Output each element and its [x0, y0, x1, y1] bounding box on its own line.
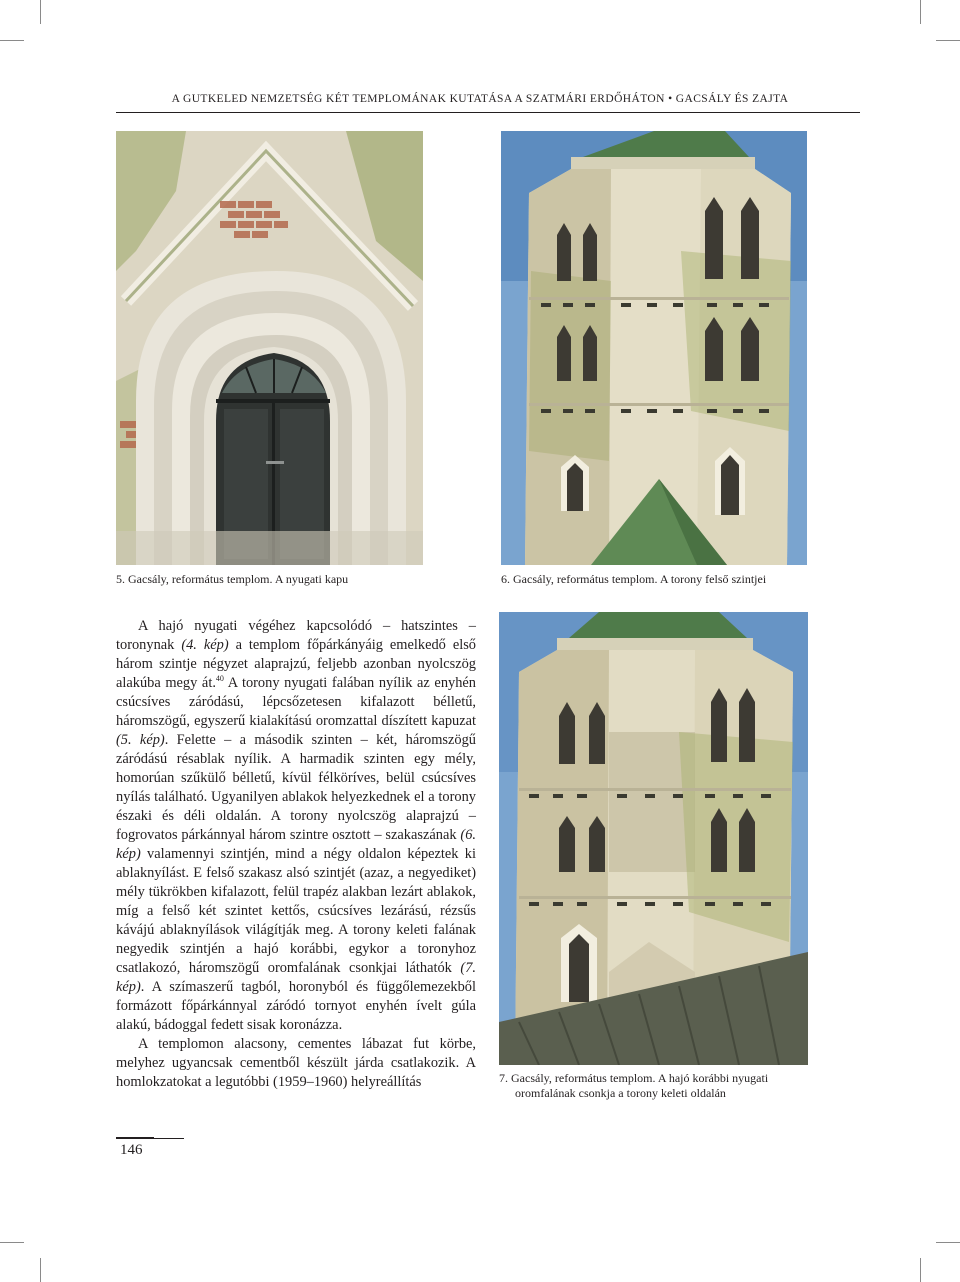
paragraph-2: A templomon alacsony, cementes lábazat fut körbe, melyhez ugyancsak cementből készült járda csatlakozik. A homlokzatokat a legutóbbi (1959–1960) helyreállítás [116, 1036, 476, 1090]
page-number: 146 [120, 1142, 143, 1158]
crop-mark-bottom-right-h [936, 1242, 960, 1243]
figure-reference: (5. kép) [116, 732, 165, 748]
crop-mark-bottom-left [40, 1258, 41, 1282]
figure-7-caption-line-1: 7. Gacsály, református templom. A hajó korábbi nyugati [499, 1071, 769, 1085]
text-run: . A szímaszerű tagból, horonyból és függőlemezekből formázott főpárkánnyal záródó tornyot enyhén ívelt gúla alakú, bádoggal fedett sisak koronázza. [116, 979, 476, 1033]
body-text [116, 617, 476, 1092]
folio-rule-bold [116, 1137, 154, 1139]
figure-6-caption: 6. Gacsály, református templom. A torony felső szintjei [501, 572, 767, 586]
header-rule [116, 112, 860, 113]
crop-mark-top-right [920, 0, 921, 24]
crop-mark-bottom-right [920, 1258, 921, 1282]
figure-5-caption: 5. Gacsály, református templom. A nyugati kapu [116, 572, 349, 586]
paragraph-1 [116, 617, 476, 1035]
text-run: valamennyi szintjén, mind a négy oldalon képeztek ki ablaknyílást. E felső szakasz alsó szintjét (azaz, a negyediket) mély tükrökben kifalazott, felül trapéz alakban lezárt ablakok, míg a felső két szintet kettős, csúcsíves lezárású, rézsűs kávájú ablaknyílások világítják meg. A torony keleti falának negyedik szintjén a hajó korábbi, egykor a toronyhoz csatlakozó, háromszögű oromfalának csonkjai láthatók [116, 846, 476, 976]
figure-reference: (4. kép) [181, 637, 229, 653]
crop-mark-bottom-left-h [0, 1242, 24, 1243]
text-run: a templom főpárkányáig emelkedő első három szintje négyzet alaprajzú, feljebb azonban nyolcszög alakúba megy át. [116, 637, 476, 691]
crop-mark-top-left [40, 0, 41, 24]
figure-reference: (7. kép) [116, 960, 476, 995]
text-run: A hajó nyugati végéhez kapcsolódó – hatszintes – toronynak [116, 618, 476, 653]
text-run: . Felette – a második szinten – két, háromszögű záródású résablak nyílik. A harmadik szinten egy mély, homorúan szűkülő bélletű, kívül félköríves, belül csúcsíves nyílás található. Ugyanilyen ablakok helyezkednek el a torony északi és déli oldalán. A torony nyolcszög alaprajzú – fogrovatos párkánnyal három szintre osztott – szakaszának [116, 732, 477, 843]
running-head: A GUTKELED NEMZETSÉG KÉT TEMPLOMÁNAK KUTATÁSA A SZATMÁRI ERDŐHÁTON • GACSÁLY ÉS ZAJTA [171, 93, 789, 105]
figure-7-caption-line-2: oromfalának csonkja a torony keleti oldalán [515, 1086, 726, 1100]
photo-west-portal [116, 131, 423, 565]
crop-mark-top-left-h [0, 40, 24, 41]
figure-reference: (6. kép) [116, 827, 476, 862]
figure-7-caption [499, 1071, 768, 1101]
crop-mark-top-right-h [936, 40, 960, 41]
photo-tower-upper [501, 131, 807, 565]
text-run: A torony nyugati falában nyílik az enyhén csúcsíves záródású, lépcsőzetesen kifalazott bélletű, háromszögű, egyszerű kialakítású oromzattal díszített kapuzat [116, 675, 476, 729]
footnote-marker: 40 [215, 674, 224, 684]
photo-tower-east [499, 612, 808, 1065]
